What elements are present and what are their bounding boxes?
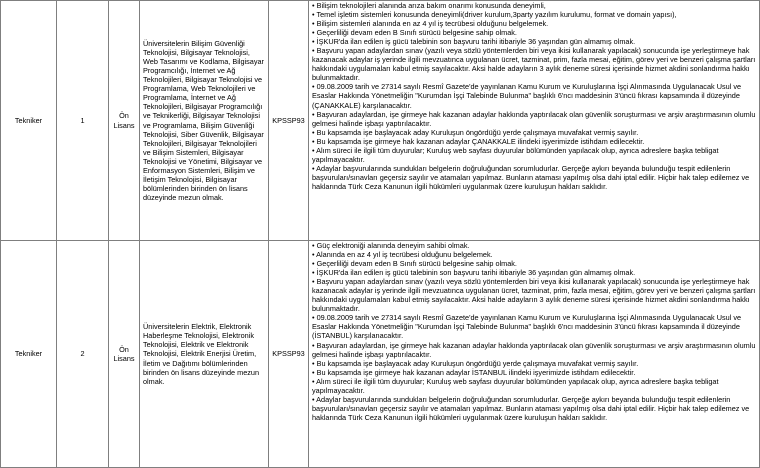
departments-cell: Üniversitelerin Elektrik, Elektronik Haberleşme Teknolojisi, Elektronik Teknolojisi, Elektrik ve Elektronik Teknolojisi, Elektrik Enerjisi Üretim, İletim ve Dağıtımı bölümlerinden birinden ön lisans düzeyinde mezun olmak. [140, 241, 269, 468]
requirement-item: • Başvuru yapan adaylardan sınav (yazılı veya sözlü yöntemlerden biri veya ikisi kullanarak yapılacak) sonucunda işe yerleştirmeye hak kazanacak adaylar iş yerinde ilgili mevzuatınca uygulanan ücret, tazminat, prim, fazla mesai, eğitim, görev yeri ve benzeri çalışma şartları hakkındaki uygulamaları kabul etmiş sayılacaktır. Aksi halde adayların 3 aylık deneme süresi içerisinde hizmet akdini sonlandırma hakkı bulunmaktadır. [312, 46, 756, 83]
table-row [1, 241, 760, 468]
requirement-item: • Bilişim teknolojileri alanında arıza bakım onarımı konusunda deneyimli, [312, 1, 546, 10]
requirement-item: • Alım süreci ile ilgili tüm duyurular; Kuruluş web sayfası duyurular bölümünden yapılacak olup, ayrıca adreslere başka tebligat yapılmayacaktır. [312, 145, 719, 164]
requirement-item: • 09.08.2009 tarih ve 27314 sayılı Resmî Gazete'de yayınlanan Kamu Kurum ve Kuruluşlarına İşçi Alınmasında Uygulanacak Usul ve Esaslar Hakkında Yönetmeliğin "Kurumdan İşçi Talebinde Bulunma" başlıklı 6'ncı maddesinin 3'üncü fıkrası kapsamında il düzeyinde (İSTANBUL) karşılanacaktır. [312, 313, 742, 341]
requirement-item: • Geçerliliği devam eden B Sınıfı sürücü belgesine sahip olmak. [312, 28, 517, 38]
position-title-cell: Tekniker [1, 241, 57, 468]
requirement-item: • İŞKUR'da ilan edilen iş gücü talebinin son başvuru tarihi itibariyle 36 yaşından gün almamış olmak. [312, 268, 636, 278]
position-count-cell: 1 [57, 1, 109, 241]
requirement-item: • Bu kapsamda işe başlayacak aday Kuruluşun öngördüğü yerde çalışmaya muvafakat vermiş sayılır. [312, 127, 639, 137]
kpss-code-cell: KPSSP93 [269, 1, 309, 241]
position-title-cell: Tekniker [1, 1, 57, 241]
position-count-cell: 2 [57, 241, 109, 468]
requirements-cell [309, 1, 760, 241]
requirement-item: • Güç elektroniği alanında deneyim sahibi olmak. [312, 241, 470, 250]
requirement-item: • Geçerliliği devam eden B Sınıfı sürücü belgesine sahip olmak. [312, 259, 517, 269]
requirement-item: • Adaylar başvurularında sundukları belgelerin doğruluğundan sorumludurlar. Gerçeğe aykırı beyanda bulunduğu tespit edilenlerin başvuruları/sınavları geçersiz sayılır ve atamaları yapılmaz. Bunların ataması yapılmış olsa dahi iptal edilir. Hiçbir hak talep edilemez ve haklarında Türk Ceza Kanunun ilgili hükümleri uygulanmak üzere kuruluşun hakları saklıdır. [312, 163, 750, 191]
requirement-item: • Başvuru yapan adaylardan sınav (yazılı veya sözlü yöntemlerden biri veya ikisi kullanarak yapılacak) sonucunda işe yerleştirmeye hak kazanacak adaylar iş yerinde ilgili mevzuatınca uygulanan ücret, tazminat, prim, fazla mesai, eğitim, görev yeri ve benzeri çalışma şartları hakkındaki uygulamaları kabul etmiş sayılacaktır. Aksi halde adayların 3 aylık deneme süresi içerisinde hizmet akdini sonlandırma hakkı bulunmaktadır. [312, 277, 756, 314]
requirement-item: • Bu kapsamda işe girmeye hak kazanan adaylar ÇANAKKALE ilindeki işyerimizde istihdam edilecektir. [312, 136, 645, 146]
requirements-list [312, 1, 757, 191]
requirement-item: • Bilişim sistemleri alanında en az 4 yıl iş tecrübesi olduğunu belgelemek. [312, 19, 549, 29]
requirements-cell [309, 241, 760, 468]
requirements-list [312, 241, 757, 422]
departments-cell: Üniversitelerin Bilişim Güvenliği Teknolojisi, Bilgisayar Teknolojisi, Web Tasarımı ve Kodlama, Bilgisayar Programcılığı, İnternet ve Ağ Teknolojileri, Bilgisayar Teknolojisi ve Programlama, Web Teknolojileri ve Programlama, İnternet ve Ağ Teknolojileri, Bilgisayar Programcılığı ve Teknikerliği, Bilgisayar Teknolojisi ve Programlama, Bilişim Güvenliği Teknolojisi, Siber Güvenlik, Bilgisayar Teknolojileri, Bilgisayar Teknolojileri ve Bilişim Sistemleri, Bilgisayar Teknolojisi ve Yönetimi, Bilgisayar ve Enformasyon Sistemleri, Bilişim ve İletişim Teknolojisi, Bilgisayar bölümlerinden birinden ön lisans düzeyinde mezun olmak. [140, 1, 269, 241]
table-row [1, 1, 760, 241]
requirement-item: • 09.08.2009 tarih ve 27314 sayılı Resmî Gazete'de yayınlanan Kamu Kurum ve Kuruluşlarına İşçi Alınmasında Uygulanacak Usul ve Esaslar Hakkında Yönetmeliğin "Kurumdan İşçi Talebinde Bulunma" başlıklı 6'ncı maddesinin 3'üncü fıkrası kapsamında il düzeyinde (ÇANAKKALE) karşılanacaktır. [312, 82, 742, 110]
requirement-item: • Bu kapsamda işe girmeye hak kazanan adaylar İSTANBUL ilindeki işyerimizde istihdam edilecektir. [312, 367, 636, 377]
requirement-item: • Temel işletim sistemleri konusunda deneyimli(driver kurulum,3party yazılım kurulumu, format ve domain yapısı), [312, 10, 677, 20]
requirement-item: • Başvuran adaylardan, işe girmeye hak kazanan adaylar hakkında yaptırılacak olan güvenlik soruşturması ve arşiv araştırmasının olumlu gelmesi halinde işbaşı yaptırılacaktır. [312, 109, 756, 128]
requirement-item: • Başvuran adaylardan, işe girmeye hak kazanan adaylar hakkında yaptırılacak olan güvenlik soruşturması ve arşiv araştırmasının olumlu gelmesi halinde işbaşı yaptırılacaktır. [312, 340, 756, 359]
requirement-item: • Adaylar başvurularında sundukları belgelerin doğruluğundan sorumludurlar. Gerçeğe aykırı beyanda bulunduğu tespit edilenlerin başvuruları/sınavları geçersiz sayılır ve atamaları yapılmaz. Bunların ataması yapılmış olsa dahi iptal edilir. Hiçbir hak talep edilemez ve haklarında Türk Ceza Kanunun ilgili hükümleri uygulanmak üzere kuruluşun hakları saklıdır. [312, 394, 750, 422]
requirement-item: • Alım süreci ile ilgili tüm duyurular; Kuruluş web sayfası duyurular bölümünden yapılacak olup, ayrıca adreslere başka tebligat yapılmayacaktır. [312, 376, 719, 395]
education-level-cell: Ön Lisans [109, 241, 140, 468]
kpss-code-cell: KPSSP93 [269, 241, 309, 468]
requirement-item: • Alanında en az 4 yıl iş tecrübesi olduğunu belgelemek. [312, 250, 493, 260]
education-level-cell: Ön Lisans [109, 1, 140, 241]
requirement-item: • İŞKUR'da ilan edilen iş gücü talebinin son başvuru tarihi itibariyle 36 yaşından gün almamış olmak. [312, 37, 636, 47]
requirement-item: • Bu kapsamda işe başlayacak aday Kuruluşun öngördüğü yerde çalışmaya muvafakat vermiş sayılır. [312, 358, 639, 368]
